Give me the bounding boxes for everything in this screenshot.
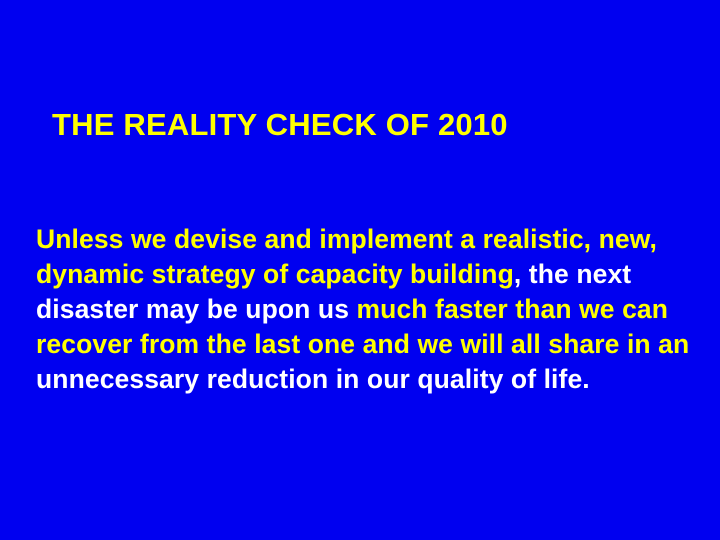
body-segment-4: unnecessary reduction in our quality of life.: [36, 364, 590, 394]
body-segment-1: Unless we devise and implement a realistic, new, dynamic strategy of capacity building: [36, 224, 657, 289]
body-segment-3: much faster than we can recover from the last one and we will all share in an: [36, 294, 690, 359]
slide-body-text: [36, 222, 698, 397]
slide-title: THE REALITY CHECK OF 2010: [52, 107, 508, 142]
body-segment-2: , the next disaster may be upon us: [36, 259, 632, 324]
